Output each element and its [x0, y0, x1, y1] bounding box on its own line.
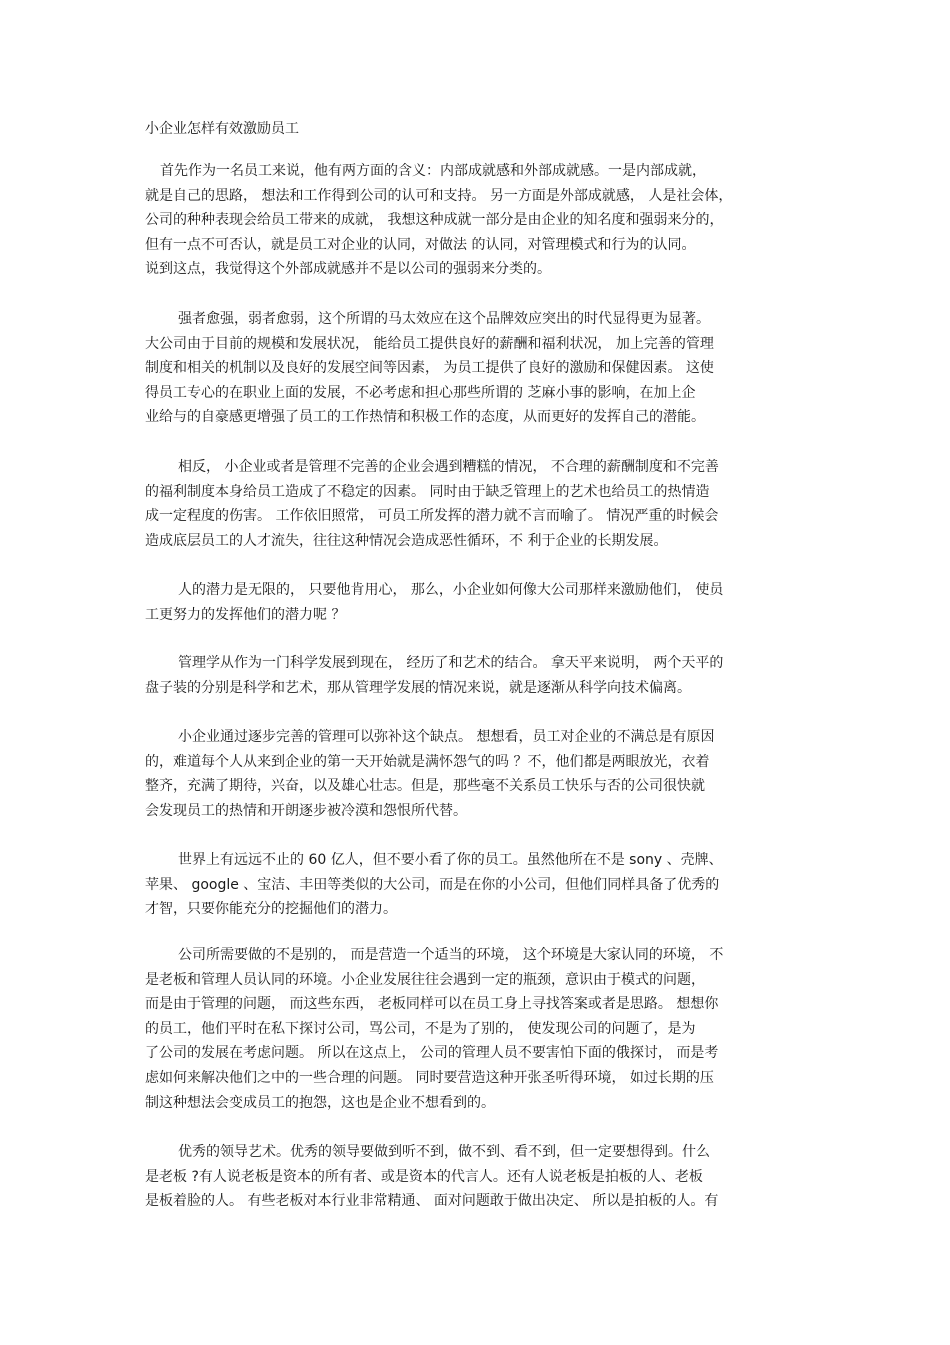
- paragraph-line: 才智，只要你能充分的挖掘他们的潜力。: [145, 901, 397, 918]
- paragraph-line: 会发现员工的热情和开朗逐步被冷漠和怨恨所代替。: [145, 802, 467, 819]
- paragraph-line: 虑如何来解决他们之中的一些合理的问题。 同时要营造这种开张圣听得环境， 如过长期的压: [145, 1070, 714, 1086]
- paragraph-line: 优秀的领导艺术。优秀的领导要做到听不到，做不到、看不到，但一定要想得到。什么: [178, 1144, 710, 1160]
- paragraph-line: 是板着脸的人。 有些老板对本行业非常精通、 面对问题敢于做出决定、 所以是拍板的人。有: [145, 1193, 719, 1210]
- paragraph-line: 造成底层员工的人才流失，往往这种情况会造成恶性循环，不 利于企业的长期发展。: [145, 532, 668, 549]
- paragraph-line: 就是自己的思路， 想法和工作得到公司的认可和支持。 另一方面是外部成就感， 人是社会体，: [145, 187, 733, 204]
- paragraph-line: 的福利制度本身给员工造成了不稳定的因素。 同时由于缺乏管理上的艺术也给员工的热情造: [145, 483, 710, 500]
- paragraph-line: 小企业通过逐步完善的管理可以弥补这个缺点。 想想看，员工对企业的不满总是有原因: [178, 729, 715, 745]
- paragraph-line: 大公司由于目前的规模和发展状况， 能给员工提供良好的薪酬和福利状况， 加上完善的管理: [145, 335, 714, 352]
- paragraph-line: 但有一点不可否认，就是员工对企业的认同，对做法 的认同，对管理模式和行为的认同。: [145, 236, 696, 253]
- paragraph-line: 管理学从作为一门科学发展到现在， 经历了和艺术的结合。 拿天平来说明， 两个天平的: [178, 655, 724, 671]
- document-title: 小企业怎样有效激励员工: [145, 121, 299, 137]
- paragraph-line: 制度和相关的机制以及良好的发展空间等因素， 为员工提供了良好的激励和保健因素。 这使: [145, 360, 714, 377]
- paragraph-line: 强者愈强，弱者愈弱，这个所谓的马太效应在这个品牌效应突出的时代显得更为显著。: [178, 311, 710, 327]
- paragraph-line: 业给与的自豪感更增强了员工的工作热情和积极工作的态度，从而更好的发挥自己的潜能。: [145, 409, 705, 426]
- paragraph-line: 公司所需要做的不是别的， 而是营造一个适当的环境， 这个环境是大家认同的环境， 不: [178, 947, 724, 963]
- paragraph-line: 人的潜力是无限的， 只要他肯用心， 那么，小企业如何像大公司那样来激励他们， 使员: [178, 582, 724, 598]
- paragraph-line: 盘子装的分别是科学和艺术，那从管理学发展的情况来说，就是逐渐从科学向技术偏离。: [145, 679, 691, 696]
- paragraph-line: 整齐，充满了期待，兴奋，以及雄心壮志。但是，那些毫不关系员工快乐与否的公司很快就: [145, 778, 705, 795]
- paragraph-line: 工更努力的发挥他们的潜力呢 ？: [145, 606, 346, 623]
- paragraph-line: 是老板 ?有人说老板是资本的所有者、或是资本的代言人。还有人说老板是拍板的人、老板: [145, 1168, 703, 1185]
- paragraph-line: 的员工，他们平时在私下探讨公司，骂公司，不是为了别的， 使发现公司的问题了，是为: [145, 1020, 696, 1037]
- paragraph-line: 制这种想法会变成员工的抱怨，这也是企业不想看到的。: [145, 1094, 495, 1111]
- paragraph-line: 首先作为一名员工来说，他有两方面的含义：内部成就感和外部成就感。一是内部成就，: [160, 163, 706, 179]
- paragraph-line: 世界上有远远不止的 60 亿人，但不要小看了你的员工。虽然他所在不是 sony 、壳牌、: [178, 852, 723, 868]
- paragraph-line: 而是由于管理的问题， 而这些东西， 老板同样可以在员工身上寻找答案或者是思路。 想想你: [145, 996, 719, 1013]
- paragraph-line: 苹果、 google 、宝洁、丰田等类似的大公司，而是在你的小公司，但他们同样具备了优秀的: [145, 876, 720, 893]
- paragraph-line: 说到这点，我觉得这个外部成就感并不是以公司的强弱来分类的。: [145, 261, 551, 278]
- paragraph-line: 成一定程度的伤害。 工作依旧照常， 可员工所发挥的潜力就不言而喻了。 情况严重的时候会: [145, 508, 719, 525]
- paragraph-line: 了公司的发展在考虑问题。 所以在这点上， 公司的管理人员不要害怕下面的俄探讨， 而是考: [145, 1045, 719, 1062]
- paragraph-line: 的，难道每个人从来到企业的第一天开始就是满怀怨气的吗 ？不，他们都是两眼放光，衣着: [145, 753, 710, 770]
- paragraph-line: 得员工专心的在职业上面的发展，不必考虑和担心那些所谓的 芝麻小事的影响，在加上企: [145, 384, 696, 401]
- paragraph-line: 是老板和管理人员认同的环境。小企业发展往往会遇到一定的瓶颈，意识由于模式的问题，: [145, 971, 705, 988]
- paragraph-line: 相反， 小企业或者是管理不完善的企业会遇到糟糕的情况， 不合理的薪酬制度和不完善: [178, 459, 719, 475]
- paragraph-line: 公司的种种表现会给员工带来的成就， 我想这种成就一部分是由企业的知名度和强弱来分的，: [145, 212, 724, 229]
